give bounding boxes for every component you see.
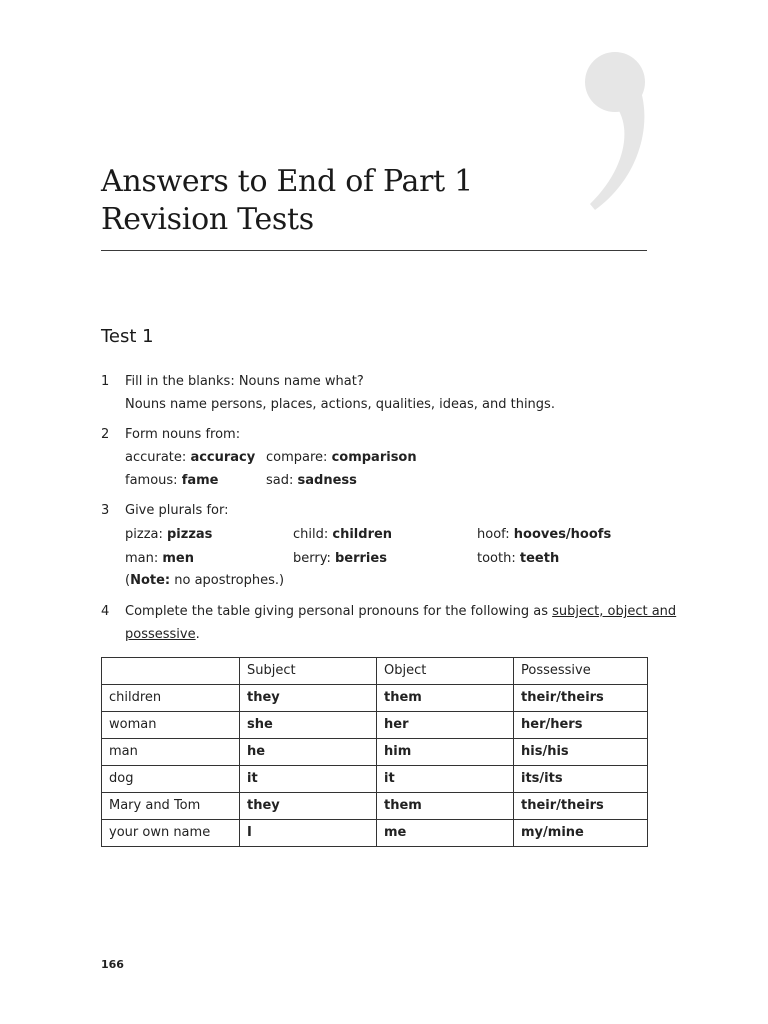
pair-answer: men: [162, 551, 195, 566]
pair-answer: accuracy: [190, 450, 256, 465]
note-label: Note:: [130, 573, 171, 588]
table-cell-label: dog: [102, 766, 240, 793]
table-header-row: [102, 658, 648, 685]
title-divider: [101, 250, 647, 251]
table-cell-possessive: my/mine: [514, 820, 648, 847]
note-text: no apostrophes.): [170, 573, 285, 588]
table-cell-label: Mary and Tom: [102, 793, 240, 820]
pair-word: compare:: [266, 450, 328, 465]
table-cell-object: them: [377, 685, 514, 712]
pair-answer: berries: [334, 551, 387, 566]
question-3-pair: [125, 550, 194, 568]
table-cell-label: children: [102, 685, 240, 712]
question-2-pair: [125, 449, 255, 467]
note-open-paren: (: [125, 573, 131, 588]
question-1-answer: Nouns name persons, places, actions, qualities, ideas, and things.: [125, 397, 555, 412]
table-cell-possessive: its/its: [514, 766, 648, 793]
table-cell-possessive: her/hers: [514, 712, 648, 739]
pair-word: man:: [125, 551, 159, 566]
pair-word: hoof:: [477, 527, 510, 542]
pair-answer: comparison: [331, 450, 417, 465]
pair-answer: teeth: [519, 551, 560, 566]
table-row: [102, 739, 648, 766]
pair-word: berry:: [293, 551, 331, 566]
table-cell-label: woman: [102, 712, 240, 739]
chapter-title-line-2: Revision Tests: [101, 202, 314, 237]
question-2-pair: [125, 472, 219, 490]
pair-word: pizza:: [125, 527, 163, 542]
pair-word: child:: [293, 527, 329, 542]
table-cell-subject: she: [240, 712, 377, 739]
table-row: [102, 712, 648, 739]
table-cell-object: it: [377, 766, 514, 793]
table-cell-object: him: [377, 739, 514, 766]
question-3-number: 3: [101, 503, 110, 518]
question-3-pair: [293, 550, 387, 568]
table-cell-subject: it: [240, 766, 377, 793]
question-2-pair: [266, 449, 417, 467]
pair-answer: children: [332, 527, 393, 542]
pair-answer: hooves/hoofs: [513, 527, 612, 542]
table-cell-possessive: their/theirs: [514, 793, 648, 820]
pair-answer: fame: [181, 473, 219, 488]
question-4-prompt-continued: [125, 626, 200, 644]
pair-word: accurate:: [125, 450, 187, 465]
chapter-title: [101, 163, 621, 239]
question-4-prompt: [125, 603, 676, 621]
table-header-cell: Object: [377, 658, 514, 685]
table-cell-label: your own name: [102, 820, 240, 847]
question-3-pair: [125, 526, 212, 544]
pair-answer: sadness: [297, 473, 357, 488]
prompt-underlined: subject, object and: [552, 604, 677, 619]
section-heading: Test 1: [101, 326, 154, 347]
table-cell-possessive: his/his: [514, 739, 648, 766]
question-3-prompt: Give plurals for:: [125, 503, 229, 518]
table-cell-possessive: their/theirs: [514, 685, 648, 712]
table-row: [102, 793, 648, 820]
table-cell-object: her: [377, 712, 514, 739]
table-cell-subject: they: [240, 793, 377, 820]
pair-word: sad:: [266, 473, 294, 488]
question-1-number: 1: [101, 374, 110, 389]
pair-answer: pizzas: [167, 527, 213, 542]
table-row: [102, 685, 648, 712]
table-row: [102, 766, 648, 793]
table-cell-subject: I: [240, 820, 377, 847]
question-3-pair: [477, 550, 559, 568]
question-2-number: 2: [101, 427, 110, 442]
table-cell-label: man: [102, 739, 240, 766]
question-3-note: [125, 572, 284, 590]
prompt-underlined: possessive: [125, 627, 196, 642]
table-cell-object: me: [377, 820, 514, 847]
question-1-prompt: Fill in the blanks: Nouns name what?: [125, 374, 364, 389]
prompt-period: .: [195, 627, 200, 642]
table-header-cell: [102, 658, 240, 685]
pronoun-table: [101, 657, 648, 847]
page-number: 166: [101, 958, 124, 971]
table-header-cell: Possessive: [514, 658, 648, 685]
table-cell-subject: they: [240, 685, 377, 712]
pair-word: tooth:: [477, 551, 516, 566]
table-cell-object: them: [377, 793, 514, 820]
question-2-prompt: Form nouns from:: [125, 427, 241, 442]
table-row: [102, 820, 648, 847]
pair-word: famous:: [125, 473, 178, 488]
question-2-pair: [266, 472, 357, 490]
table-header-cell: Subject: [240, 658, 377, 685]
table-cell-subject: he: [240, 739, 377, 766]
prompt-text: Complete the table giving personal pronouns for the following as: [125, 604, 553, 619]
chapter-title-line-1: Answers to End of Part 1: [101, 164, 473, 199]
question-3-pair: [477, 526, 611, 544]
question-3-pair: [293, 526, 392, 544]
question-4-number: 4: [101, 604, 110, 619]
